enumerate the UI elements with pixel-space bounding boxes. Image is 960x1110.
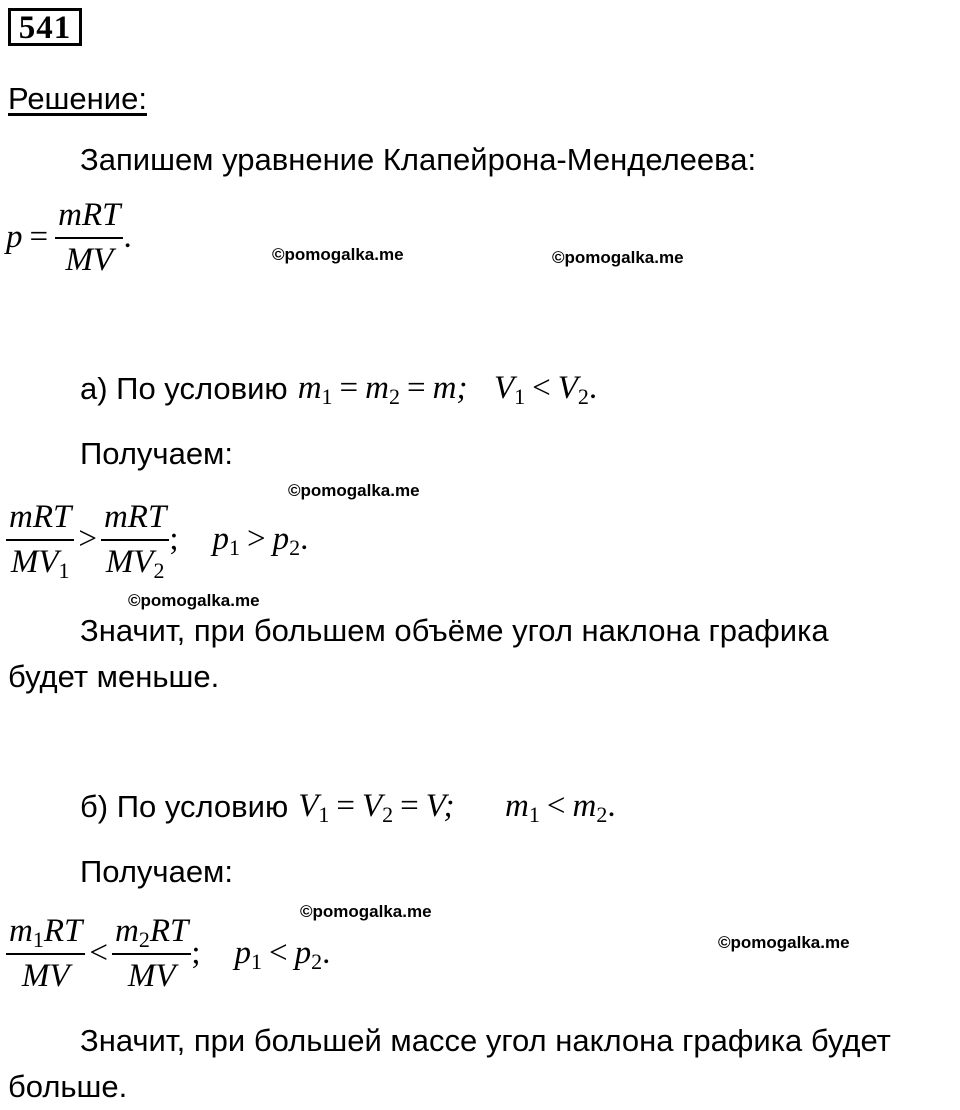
var-m: m; [432, 370, 468, 406]
part-b-label: б) По условию [80, 789, 289, 824]
fraction-denominator: MV [65, 241, 114, 278]
formula-clapeyron [6, 198, 132, 277]
formula-end: . [123, 219, 132, 256]
part-a-result: $p_1 > p_2$. [212, 521, 309, 561]
semicolon: ; [191, 935, 201, 972]
op: < [89, 935, 108, 972]
fraction-bar [55, 237, 123, 239]
part-a-math [297, 370, 598, 409]
part-a-conclusion: Значит, при большем объёме угол наклона графика будет меньше. [8, 613, 829, 694]
fraction-numerator: mRT [58, 197, 121, 233]
var-v2: V [557, 370, 578, 406]
var-v1: V [493, 370, 515, 406]
fraction-numerator: $m_2RT$ [114, 913, 189, 952]
intro-text: Запишем уравнение Клапейрона-Менделеева: [80, 142, 757, 177]
part-b-result: $p_1 < p_2$. [234, 935, 331, 975]
part-a-inequality [6, 499, 309, 583]
op: < [532, 370, 551, 406]
fraction-1 [6, 914, 85, 993]
part-b-conclusion: Значит, при большей массе угол наклона графика будет больше. [8, 1023, 891, 1104]
fraction-bar [6, 539, 74, 541]
fraction-denominator: $MV_1$ [10, 543, 70, 583]
part-a-get: Получаем: [80, 436, 233, 471]
sub: 1 [514, 384, 526, 409]
part-b-inequality [6, 914, 330, 993]
formula-eq: = [29, 219, 49, 256]
watermark: ©pomogalka.me [272, 245, 404, 264]
fraction-bar [6, 953, 85, 955]
formula-lhs: p [6, 219, 23, 256]
watermark: ©pomogalka.me [718, 933, 850, 952]
var-m2: m [365, 370, 389, 406]
fraction-numerator: $m_1RT$ [9, 913, 83, 952]
watermark: ©pomogalka.me [288, 481, 420, 500]
watermark: ©pomogalka.me [128, 591, 260, 610]
part-b-get: Получаем: [80, 854, 233, 889]
watermark: ©pomogalka.me [552, 248, 684, 267]
fraction-bar [112, 953, 191, 955]
end: . [588, 370, 598, 406]
var-m1: m [297, 370, 322, 406]
fraction-1 [6, 499, 74, 583]
fraction-2 [101, 499, 169, 583]
fraction-bar [101, 539, 169, 541]
part-a-condition [80, 370, 598, 409]
fraction-denominator: MV [21, 957, 70, 994]
part-a-label: а) По условию [80, 371, 288, 406]
part-b-math: $V_1 = V_2 = V$; $m_1 < m_2$. [298, 788, 616, 827]
solution-heading: Решение: [8, 81, 147, 116]
watermark: ©pomogalka.me [300, 902, 432, 921]
sub: 2 [389, 384, 400, 409]
problem-number: 541 [8, 8, 82, 46]
fraction-numerator: mRT [9, 499, 72, 535]
op: = [339, 370, 359, 406]
semicolon: ; [169, 521, 179, 558]
fraction-denominator: MV [127, 957, 176, 994]
op: = [407, 370, 426, 406]
op: > [78, 521, 97, 558]
fraction-denominator: $MV_2$ [105, 543, 165, 583]
fraction-numerator: mRT [103, 499, 167, 535]
sub: 2 [577, 384, 589, 409]
fraction-2 [112, 914, 191, 993]
formula-fraction [55, 198, 123, 277]
sub: 1 [321, 384, 333, 409]
part-b-condition [80, 788, 616, 827]
